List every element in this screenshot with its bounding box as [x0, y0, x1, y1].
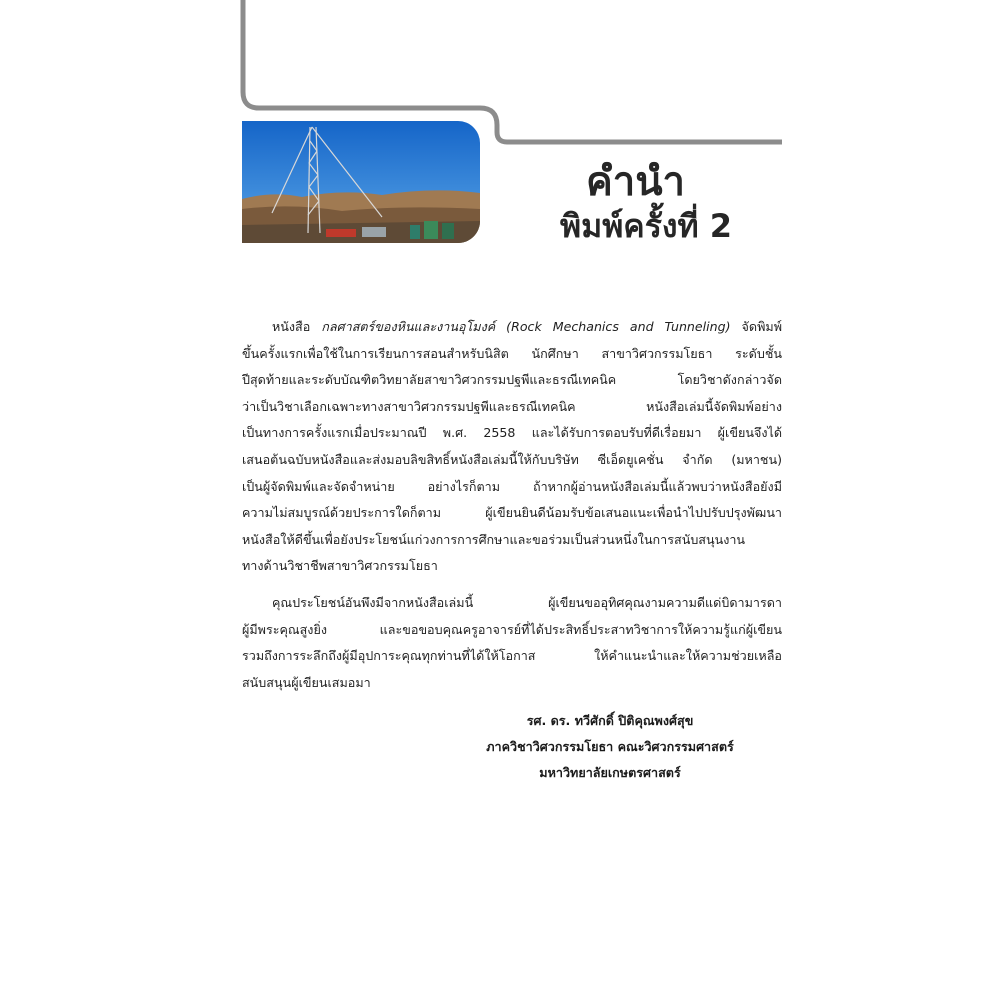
author-department: ภาควิชาวิศวกรรมโยธา คณะวิศวกรรมศาสตร์ [486, 739, 734, 754]
paragraph-1-line: ทางด้านวิชาชีพสาขาวิศวกรรมโยธา [242, 558, 438, 574]
paragraph-1-line: ขึ้นครั้งแรกเพื่อใช้ในการเรียนการสอนสำหรับนิสิต นักศึกษา สาขาวิศวกรรมโยธา ระดับชั้น [242, 345, 782, 361]
page-title: คำนำ [585, 159, 685, 205]
heading [500, 158, 740, 246]
paragraph-1-line: เป็นผู้จัดพิมพ์และจัดจำหน่าย อย่างไรก็ตาม ถ้าหากผู้อ่านหนังสือเล่มนี้แล้วพบว่าหนังสือยังมี [242, 478, 782, 494]
author-university: มหาวิทยาลัยเกษตรศาสตร์ [539, 765, 681, 780]
paragraph-1-line: หนังสือให้ดีขึ้นเพื่อยังประโยชน์แก่วงการการศึกษาและขอร่วมเป็นส่วนหนึ่งในการสนับสนุนงาน [242, 531, 746, 547]
author-signature-block [420, 708, 800, 786]
paragraph-1-line: ว่าเป็นวิชาเลือกเฉพาะทางสาขาวิศวกรรมปฐพีและธรณีเทคนิค หนังสือเล่มนี้จัดพิมพ์อย่าง [242, 398, 782, 414]
preface-body [242, 314, 782, 696]
page-subtitle: พิมพ์ครั้งที่ 2 [560, 207, 732, 245]
paragraph-1-line: หนังสือ กลศาสตร์ของหินและงานอุโมงค์ (Rock Mechanics and Tunneling) จัดพิมพ์ [272, 319, 782, 334]
paragraph-2-line: ผู้มีพระคุณสูงยิ่ง และขอขอบคุณครูอาจารย์ที่ได้ประสิทธิ์ประสาทวิชาการให้ความรู้แก่ผู้เขียน [242, 621, 782, 637]
paragraph-2-line: รวมถึงการระลึกถึงผู้มีอุปการะคุณทุกท่านที่ได้ให้โอกาส ให้คำแนะนำและให้ความช่วยเหลือ [242, 648, 782, 664]
paragraph-2-line: คุณประโยชน์อันพึงมีจากหนังสือเล่มนี้ ผู้เขียนขออุทิศคุณงามความดีแด่บิดามารดา [272, 594, 782, 610]
paragraph-1-line: ความไม่สมบูรณ์ด้วยประการใดก็ตาม ผู้เขียนยินดีน้อมรับข้อเสนอแนะเพื่อนำไปปรับปรุงพัฒนา [242, 505, 782, 521]
author-name: รศ. ดร. ทวีศักดิ์ ปิติคุณพงศ์สุข [526, 713, 694, 728]
paragraph-1-line: ปีสุดท้ายและระดับบัณฑิตวิทยาลัยสาขาวิศวกรรมปฐพีและธรณีเทคนิค โดยวิชาดังกล่าวจัด [242, 372, 782, 388]
paragraph-1-line: เสนอต้นฉบับหนังสือและส่งมอบลิขสิทธิ์หนังสือเล่มนี้ให้กับบริษัท ซีเอ็ดยูเคชั่น จำกัด (มหาชน) [242, 451, 782, 467]
book-title: กลศาสตร์ของหินและงานอุโมงค์ (Rock Mechanics and Tunneling) [321, 319, 731, 334]
drilling-rig-photo [242, 121, 480, 243]
paragraph-1-line: เป็นทางการครั้งแรกเมื่อประมาณปี พ.ศ. 2558 และได้รับการตอบรับที่ดีเรื่อยมา ผู้เขียนจึงได้ [242, 425, 782, 441]
paragraph-2-line: สนับสนุนผู้เขียนเสมอมา [242, 674, 371, 690]
